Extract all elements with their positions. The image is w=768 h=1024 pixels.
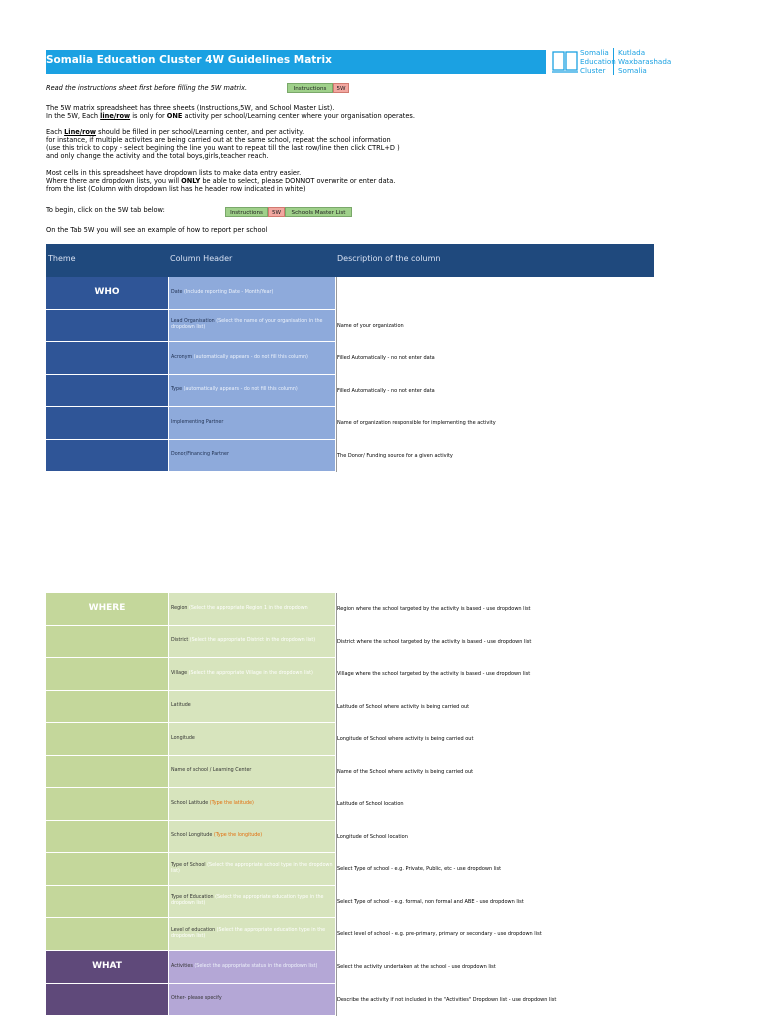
theme-cell: [46, 375, 168, 408]
column-description: Latitude of School where activity is being carried out: [337, 703, 470, 710]
cell-border: [336, 277, 337, 310]
theme-cell: [46, 626, 168, 659]
cell-border: [336, 407, 337, 440]
column-name: Type of School: [171, 862, 206, 868]
instruction-line: (use this trick to copy - select begining the line you want to repeat till the last row/line then click CTRL+D ): [46, 144, 400, 152]
column-header-cell: [168, 310, 336, 343]
theme-cell: [46, 788, 168, 821]
instruction-line: and only change the activity and the total boys,girls,teacher reach.: [46, 152, 269, 160]
column-name: School Latitude: [171, 800, 209, 806]
theme-cell: [46, 407, 168, 440]
instruction-line: In the 5W, Each line/row is only for ONE activity per school/Learning center where your organisation operates.: [46, 112, 415, 120]
column-description: District where the school targeted by the activity is based - use dropdown list: [337, 638, 532, 645]
instruction-line: Most cells in this spreadsheet have dropdown lists to make data entry easier.: [46, 169, 302, 177]
column-header-cell: [168, 918, 336, 951]
column-description: Longitude of School where activity is being carried out: [337, 736, 474, 743]
column-header-cell: [168, 691, 336, 724]
column-header-cell: [168, 951, 336, 984]
header-description: Description of the column: [337, 254, 441, 263]
logo-text-english: Somalia Education Cluster: [580, 48, 616, 75]
column-header-cell: [168, 626, 336, 659]
tab-instructions[interactable]: Instructions: [225, 207, 268, 217]
column-description: Name of your organization: [337, 322, 404, 329]
theme-label-where: WHERE: [88, 603, 126, 613]
column-name: Type: [171, 387, 183, 393]
column-description: Select Type of school - e.g. formal, non formal and ABE - use dropdown list: [337, 898, 524, 905]
instruction-line: Read the instructions sheet first before filling the 5W matrix.: [46, 84, 248, 92]
theme-cell: [46, 918, 168, 951]
column-hint: (Include reporting Date - Month/Year): [182, 289, 274, 295]
column-description: [336, 277, 657, 310]
column-hint: (Select the appropriate education type in the dropdown list): [171, 927, 326, 939]
instruction-line: The 5W matrix spreadsheet has three sheets (Instructions,5W, and School Master List).: [46, 104, 335, 112]
column-name: Latitude: [171, 703, 191, 709]
cell-border: [336, 821, 337, 854]
column-name: Type of Education: [171, 895, 214, 901]
column-header-cell: [168, 440, 336, 473]
cell-border: [336, 756, 337, 789]
column-description: Village where the school targeted by the activity is based - use dropdown list: [337, 671, 531, 678]
column-name: Acronym: [171, 354, 193, 360]
logo-text-somali: Kutlada Waxbarashada Somalia: [613, 48, 671, 75]
tab-5w[interactable]: 5W: [333, 83, 349, 93]
tab-instructions[interactable]: Instructions: [287, 83, 333, 93]
page-title: Somalia Education Cluster 4W Guidelines Matrix: [46, 54, 332, 66]
header-column: Column Header: [170, 254, 233, 263]
cell-border: [336, 593, 337, 626]
theme-cell: [46, 886, 168, 919]
column-header-cell: [168, 853, 336, 886]
column-description: Filled Automatically - no not enter data: [337, 355, 435, 362]
column-header-cell: [168, 984, 336, 1017]
cell-border: [336, 984, 337, 1017]
theme-cell: [46, 310, 168, 343]
column-hint: (Select the appropriate District in the dropdown list): [188, 638, 316, 644]
column-header-cell: [168, 788, 336, 821]
instruction-line: On the Tab 5W you will see an example of how to report per school: [46, 226, 268, 234]
column-header-cell: [168, 277, 336, 310]
instruction-line: To begin, click on the 5W tab below:: [46, 206, 165, 214]
cell-border: [336, 626, 337, 659]
column-description: Select Type of school - e.g. Private, Public, etc - use dropdown list: [337, 866, 502, 873]
column-header-cell: [168, 756, 336, 789]
cell-border: [336, 853, 337, 886]
cell-border: [336, 691, 337, 724]
column-hint: (Select the appropriate school type in the dropdown list): [171, 862, 333, 874]
column-header-cell: [168, 593, 336, 626]
cell-border: [336, 951, 337, 984]
column-hint: (Type the longitude): [212, 833, 263, 839]
cell-border: [336, 310, 337, 343]
theme-label-what: WHAT: [92, 961, 122, 971]
column-description: The Donor/ Funding source for a given activity: [337, 452, 453, 459]
theme-cell: [46, 723, 168, 756]
column-header-cell: [168, 821, 336, 854]
column-name: Longitude: [171, 735, 195, 741]
cell-border: [336, 723, 337, 756]
tab-schools-master-list[interactable]: Schools Master List: [285, 207, 352, 217]
cell-border: [336, 918, 337, 951]
cell-border: [336, 440, 337, 473]
theme-cell: [46, 342, 168, 375]
column-description: Longitude of School location: [337, 833, 408, 840]
column-name: Name of school / Learning Center: [171, 768, 252, 774]
cell-border: [336, 886, 337, 919]
theme-cell: [46, 821, 168, 854]
theme-label-who: WHO: [94, 287, 120, 297]
column-description: Latitude of School location: [337, 801, 404, 808]
theme-cell: [46, 756, 168, 789]
column-hint: (Select the appropriate Region 1 in the dropdown: [187, 605, 308, 611]
instruction-line: Each Line/row should be filled in per school/Learning center, and per activity.: [46, 128, 305, 136]
theme-cell: [46, 658, 168, 691]
column-description: Region where the school targeted by the activity is based - use dropdown list: [337, 606, 531, 613]
column-header-cell: [168, 342, 336, 375]
column-description: Filled Automatically - no not enter data: [337, 387, 435, 394]
column-hint: (Select the name of your organisation in the dropdown list): [171, 319, 323, 331]
cell-border: [336, 788, 337, 821]
column-name: Other- please specify: [171, 996, 222, 1002]
theme-cell: [46, 440, 168, 473]
column-hint: (Select the appropriate education type in the dropdown list): [171, 895, 324, 907]
column-hint: (Select the appropriate Village in the dropdown list): [187, 670, 313, 676]
theme-cell: [46, 984, 168, 1017]
instruction-line: for instance, if multiple activites are being carried out at the same school, repeat the school information: [46, 136, 391, 144]
column-name: School Longitude: [171, 833, 213, 839]
cell-border: [336, 375, 337, 408]
column-description: Select the activity undertaken at the school - use dropdown list: [337, 964, 496, 971]
book-logo-icon: [552, 49, 578, 75]
column-name: Lead Organisation: [171, 319, 215, 325]
column-header-cell: [168, 375, 336, 408]
column-description: Describe the activity if not included in the "Activities" Dropdown list - use dropdown list: [337, 996, 557, 1003]
column-name: Donor/Financing Partner: [171, 452, 229, 458]
instruction-line: from the list (Column with dropdown list has he header row indicated in white): [46, 185, 306, 193]
theme-cell: [46, 853, 168, 886]
column-hint: (Type the latitude): [208, 800, 254, 806]
column-hint: (automatically appears - do not fill this column): [192, 354, 308, 360]
column-name: Village: [171, 670, 188, 676]
column-hint: (Select the appropriate status in the dropdown list): [192, 963, 318, 969]
theme-cell: [46, 691, 168, 724]
column-name: Date: [171, 289, 183, 295]
column-description: Name of organization responsible for implementing the activity: [337, 420, 496, 427]
column-description: Select level of school - e.g. pre-primary, primary or secondary - use dropdown list: [337, 931, 542, 938]
column-description: Name of the School where activity is being carried out: [337, 768, 474, 775]
column-name: Implementing Partner: [171, 419, 224, 425]
cell-border: [336, 658, 337, 691]
column-header-cell: [168, 407, 336, 440]
instruction-line: Where there are dropdown lists, you will ONLY be able to select, please DONNOT overwrite or enter data.: [46, 177, 396, 185]
column-name: Activities: [171, 963, 193, 969]
column-header-cell: [168, 886, 336, 919]
column-hint: (automatically appears - do not fill this column): [182, 387, 298, 393]
column-name: District: [171, 638, 189, 644]
cell-border: [336, 342, 337, 375]
column-name: Level of education: [171, 927, 216, 933]
column-name: Region: [171, 605, 188, 611]
column-header-cell: [168, 658, 336, 691]
tab-5w[interactable]: 5W: [268, 207, 285, 217]
header-theme: Theme: [48, 254, 76, 263]
column-header-cell: [168, 723, 336, 756]
